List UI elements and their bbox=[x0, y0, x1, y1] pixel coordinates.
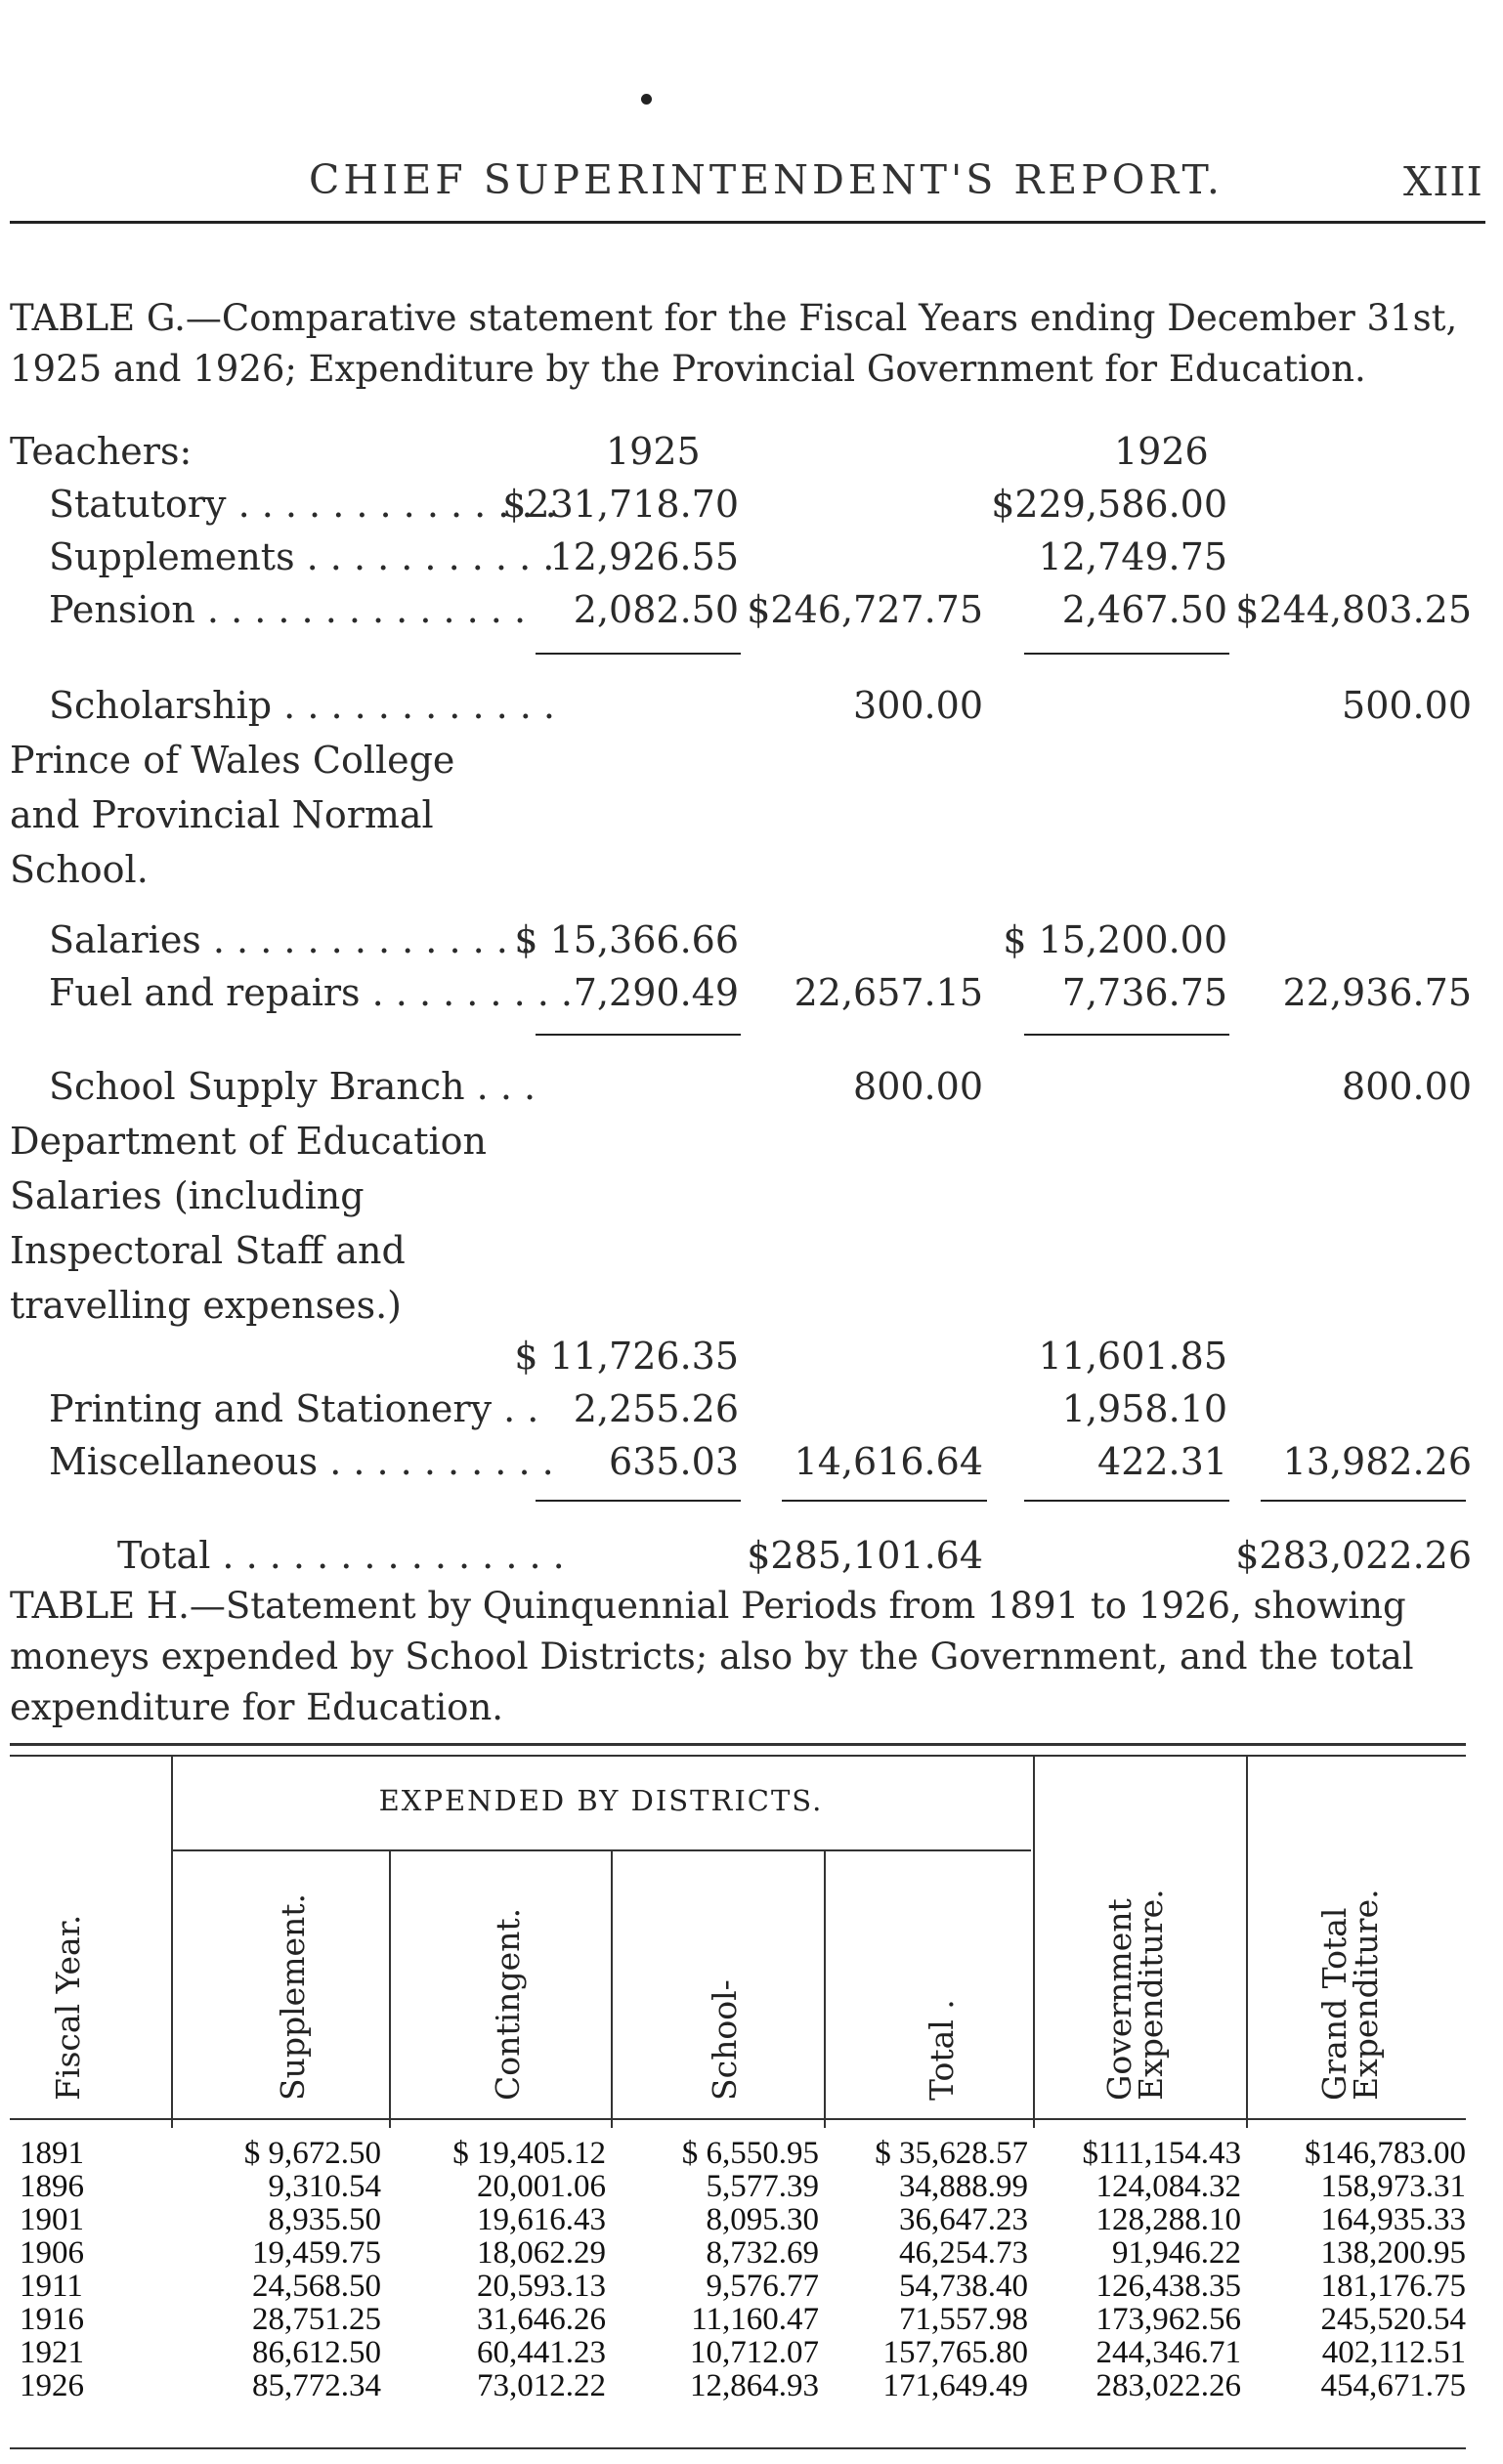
ornament-dot bbox=[641, 94, 652, 105]
row-label: Prince of Wales College bbox=[10, 739, 455, 782]
cell-grand-total: 164,935.33 bbox=[1320, 2202, 1466, 2237]
year-1926-heading: 1926 bbox=[1114, 430, 1209, 473]
group-header-rule bbox=[171, 1849, 1031, 1851]
row-label: Total . . . . . . . . . . . . . . . bbox=[117, 1534, 565, 1577]
col-header-fiscal-year: Fiscal Year. bbox=[49, 1914, 87, 2101]
value-1926-detail: 7,736.75 bbox=[1061, 971, 1227, 1014]
cell-supplement: 8,935.50 bbox=[268, 2202, 381, 2237]
cell-school: 12,864.93 bbox=[690, 2368, 819, 2403]
cell-supplement: 19,459.75 bbox=[252, 2235, 381, 2271]
value-1925-detail: 2,082.50 bbox=[573, 588, 739, 631]
rule-1925-total bbox=[782, 1500, 987, 1502]
cell-grand-total: 245,520.54 bbox=[1320, 2302, 1466, 2337]
rule-1925-subtotal-3 bbox=[536, 1500, 741, 1502]
value-1926-detail: 1,958.10 bbox=[1061, 1387, 1227, 1430]
rule-1925-subtotal-1 bbox=[536, 653, 741, 655]
cell-government: 91,946.22 bbox=[1112, 2235, 1241, 2271]
cell-school: 9,576.77 bbox=[706, 2269, 819, 2304]
value-1925-detail: $231,718.70 bbox=[502, 483, 739, 526]
cell-year: 1901 bbox=[20, 2202, 84, 2237]
col-divider-3 bbox=[611, 1849, 613, 2128]
cell-contingent: 60,441.23 bbox=[477, 2335, 606, 2370]
page-number: XIII bbox=[1403, 158, 1483, 205]
value-1925-subtotal: $285,101.64 bbox=[747, 1534, 983, 1577]
cell-supplement: 28,751.25 bbox=[252, 2302, 381, 2337]
cell-year: 1926 bbox=[20, 2368, 84, 2403]
cell-grand-total: 454,671.75 bbox=[1320, 2368, 1466, 2403]
col-header-school: School- bbox=[706, 1979, 744, 2101]
cell-government: 244,346.71 bbox=[1095, 2335, 1241, 2370]
cell-school: 5,577.39 bbox=[706, 2169, 819, 2204]
cell-total: 171,649.49 bbox=[882, 2368, 1028, 2403]
cell-supplement: 9,310.54 bbox=[268, 2169, 381, 2204]
cell-grand-total: $146,783.00 bbox=[1305, 2136, 1466, 2171]
row-label: and Provincial Normal bbox=[10, 793, 434, 836]
value-1926-detail: 422.31 bbox=[1097, 1440, 1227, 1483]
cell-contingent: 73,012.22 bbox=[477, 2368, 606, 2403]
row-label: Scholarship . . . . . . . . . . . . bbox=[49, 684, 555, 727]
cell-government: 283,022.26 bbox=[1095, 2368, 1241, 2403]
table-h-header-bottom-rule bbox=[10, 2118, 1466, 2120]
cell-school: 11,160.47 bbox=[691, 2302, 819, 2337]
col-divider-2 bbox=[389, 1849, 391, 2128]
value-1926-detail: 11,601.85 bbox=[1038, 1335, 1227, 1378]
row-label: Printing and Stationery . . bbox=[49, 1387, 539, 1430]
cell-total: 34,888.99 bbox=[899, 2169, 1028, 2204]
table-g-caption: TABLE G.—Comparative statement for the Fiscal Years ending December 31st, 1925 and 1926; Expenditure by the Provincial Government for Education. bbox=[10, 297, 1458, 390]
cell-total: 36,647.23 bbox=[899, 2202, 1028, 2237]
cell-grand-total: 138,200.95 bbox=[1320, 2235, 1466, 2271]
row-label: School Supply Branch . . . bbox=[49, 1065, 537, 1108]
row-label: Supplements . . . . . . . . . . . bbox=[49, 535, 555, 578]
cell-total: 46,254.73 bbox=[899, 2235, 1028, 2271]
value-1926-detail: 2,467.50 bbox=[1061, 588, 1227, 631]
col-header-government: Government Expenditure. bbox=[1100, 1889, 1170, 2101]
table-h-bottom-rule bbox=[10, 2447, 1466, 2449]
teachers-label: Teachers: bbox=[10, 430, 193, 473]
value-1925-detail: 2,255.26 bbox=[573, 1387, 739, 1430]
cell-contingent: 20,001.06 bbox=[477, 2169, 606, 2204]
value-1925-detail: $ 11,726.35 bbox=[514, 1335, 739, 1378]
cell-contingent: 20,593.13 bbox=[477, 2269, 606, 2304]
value-1926-subtotal: 13,982.26 bbox=[1282, 1440, 1472, 1483]
rule-1926-subtotal-1 bbox=[1024, 653, 1229, 655]
row-label: Statutory . . . . . . . . . . . . . . bbox=[49, 483, 557, 526]
value-1925-subtotal: $246,727.75 bbox=[747, 588, 983, 631]
cell-supplement: 24,568.50 bbox=[252, 2269, 381, 2304]
value-1926-detail: 12,749.75 bbox=[1038, 535, 1227, 578]
row-label: Fuel and repairs . . . . . . . . . bbox=[49, 971, 573, 1014]
value-1926-subtotal: $244,803.25 bbox=[1235, 588, 1472, 631]
value-1925-subtotal: 14,616.64 bbox=[794, 1440, 983, 1483]
value-1926-detail: $229,586.00 bbox=[991, 483, 1227, 526]
col-divider-1 bbox=[171, 1757, 173, 2128]
row-label: School. bbox=[10, 848, 149, 891]
col-header-total: Total . bbox=[923, 1999, 961, 2101]
cell-year: 1896 bbox=[20, 2169, 84, 2204]
cell-school: 10,712.07 bbox=[690, 2335, 819, 2370]
col-header-supplement: Supplement. bbox=[274, 1892, 312, 2101]
cell-grand-total: 158,973.31 bbox=[1320, 2169, 1466, 2204]
cell-supplement: $ 9,672.50 bbox=[243, 2136, 381, 2171]
cell-total: 71,557.98 bbox=[899, 2302, 1028, 2337]
cell-grand-total: 402,112.51 bbox=[1321, 2335, 1466, 2370]
cell-year: 1891 bbox=[20, 2136, 84, 2171]
cell-government: 126,438.35 bbox=[1095, 2269, 1241, 2304]
col-divider-4 bbox=[824, 1849, 826, 2128]
row-label: Department of Education bbox=[10, 1120, 487, 1163]
col-divider-5 bbox=[1033, 1757, 1035, 2128]
value-1925-detail: 7,290.49 bbox=[573, 971, 739, 1014]
cell-government: 128,288.10 bbox=[1095, 2202, 1241, 2237]
cell-supplement: 86,612.50 bbox=[252, 2335, 381, 2370]
cell-grand-total: 181,176.75 bbox=[1320, 2269, 1466, 2304]
cell-contingent: 31,646.26 bbox=[477, 2302, 606, 2337]
value-1926-subtotal: 500.00 bbox=[1342, 684, 1472, 727]
cell-year: 1906 bbox=[20, 2235, 84, 2271]
cell-supplement: 85,772.34 bbox=[252, 2368, 381, 2403]
year-1925-heading: 1925 bbox=[606, 430, 701, 473]
col-divider-6 bbox=[1246, 1757, 1248, 2128]
rule-1926-subtotal-2 bbox=[1024, 1034, 1229, 1036]
rule-1926-subtotal-3 bbox=[1024, 1500, 1229, 1502]
row-label: Inspectoral Staff and bbox=[10, 1229, 406, 1272]
table-h-top-rule bbox=[10, 1743, 1466, 1746]
rule-1925-subtotal-2 bbox=[536, 1034, 741, 1036]
cell-school: 8,732.69 bbox=[706, 2235, 819, 2271]
value-1926-subtotal: $283,022.26 bbox=[1235, 1534, 1472, 1577]
cell-year: 1911 bbox=[20, 2269, 83, 2304]
cell-year: 1921 bbox=[20, 2335, 84, 2370]
row-label: Miscellaneous . . . . . . . . . . bbox=[49, 1440, 554, 1483]
row-label: Pension . . . . . . . . . . . . . . bbox=[49, 588, 527, 631]
row-label: travelling expenses.) bbox=[10, 1284, 402, 1327]
cell-total: 54,738.40 bbox=[899, 2269, 1028, 2304]
cell-government: 173,962.56 bbox=[1095, 2302, 1241, 2337]
value-1925-detail: $ 15,366.66 bbox=[514, 918, 739, 961]
running-title: CHIEF SUPERINTENDENT'S REPORT. bbox=[309, 156, 1224, 203]
row-label: Salaries . . . . . . . . . . . . . . bbox=[49, 918, 533, 961]
value-1926-subtotal: 22,936.75 bbox=[1282, 971, 1472, 1014]
cell-year: 1916 bbox=[20, 2302, 84, 2337]
header-rule bbox=[10, 221, 1485, 224]
cell-total: $ 35,628.57 bbox=[875, 2136, 1028, 2171]
cell-school: 8,095.30 bbox=[706, 2202, 819, 2237]
value-1926-subtotal: 800.00 bbox=[1342, 1065, 1472, 1108]
cell-contingent: $ 19,405.12 bbox=[452, 2136, 606, 2171]
value-1925-subtotal: 800.00 bbox=[853, 1065, 983, 1108]
value-1925-detail: 12,926.55 bbox=[549, 535, 739, 578]
value-1925-detail: 635.03 bbox=[609, 1440, 739, 1483]
col-header-contingent: Contingent. bbox=[489, 1907, 527, 2101]
cell-government: 124,084.32 bbox=[1095, 2169, 1241, 2204]
cell-contingent: 19,616.43 bbox=[477, 2202, 606, 2237]
cell-school: $ 6,550.95 bbox=[681, 2136, 819, 2171]
rule-1926-total bbox=[1261, 1500, 1466, 1502]
row-label: Salaries (including bbox=[10, 1174, 365, 1217]
cell-contingent: 18,062.29 bbox=[477, 2235, 606, 2271]
cell-total: 157,765.80 bbox=[882, 2335, 1028, 2370]
value-1925-subtotal: 300.00 bbox=[853, 684, 983, 727]
col-header-grand-total: Grand Total Expenditure. bbox=[1315, 1889, 1385, 2101]
cell-government: $111,154.43 bbox=[1082, 2136, 1241, 2171]
table-h-caption: TABLE H.—Statement by Quinquennial Periods from 1891 to 1926, showing moneys expended by School Districts; also by the Government, and the total expenditure for Education. bbox=[10, 1585, 1414, 1728]
value-1925-subtotal: 22,657.15 bbox=[794, 971, 983, 1014]
value-1926-detail: $ 15,200.00 bbox=[1003, 918, 1227, 961]
group-header: EXPENDED BY DISTRICTS. bbox=[378, 1784, 824, 1817]
